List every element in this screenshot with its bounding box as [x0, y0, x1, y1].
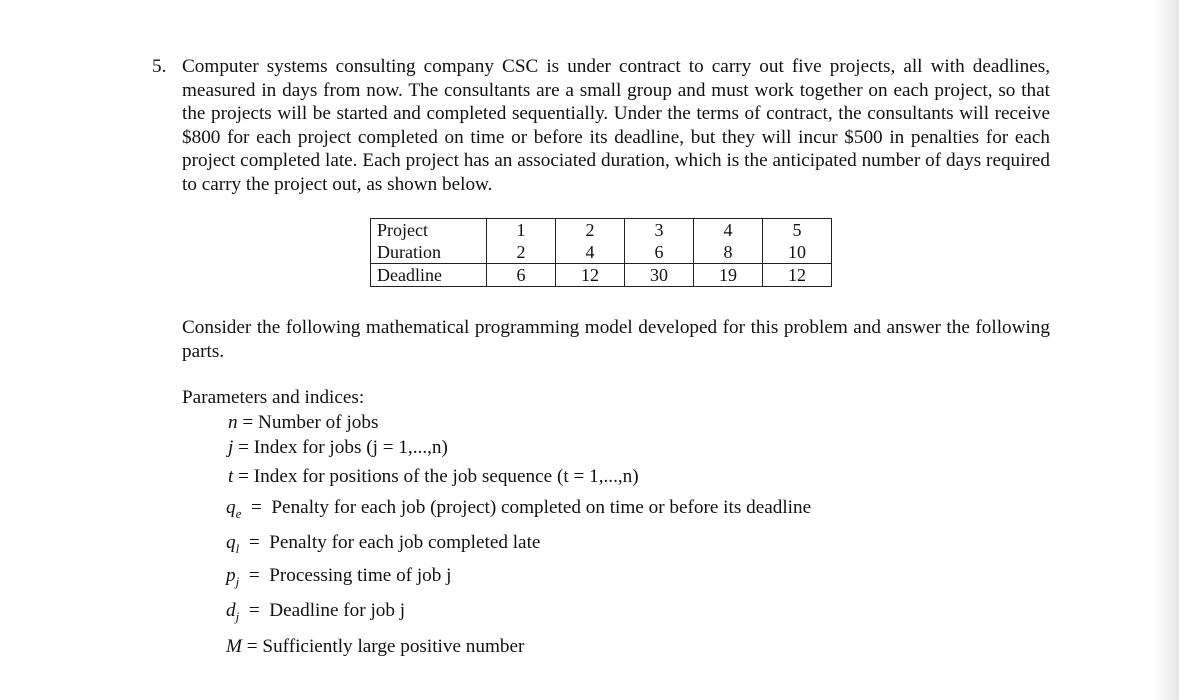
table-cell: 6	[487, 264, 556, 287]
parameters-title: Parameters and indices:	[182, 387, 365, 408]
table-cell: 10	[763, 241, 832, 264]
table-cell: 30	[625, 264, 694, 287]
row-label: Deadline	[371, 264, 487, 287]
param-j: j = Index for jobs (j = 1,...,n)	[228, 437, 448, 458]
table-cell: 2	[556, 219, 625, 242]
table-row	[371, 241, 832, 264]
table-cell: 6	[625, 241, 694, 264]
param-qe: $q_e$ = Penalty for each job (project) completed on time or before its deadline	[226, 497, 812, 521]
page-edge-shadow	[1153, 0, 1179, 700]
table-cell: 1	[487, 219, 556, 242]
problem-statement	[152, 55, 1050, 196]
param-dj: $d_j$ = Deadline for job j	[226, 600, 406, 624]
table-cell: 3	[625, 219, 694, 242]
problem-text: Computer systems consulting company CSC is under contract to carry out five projects, all with deadlines, measured in days from now. The consultants are a small group and must work together on each project, so that the projects will be started and completed sequentially. Under the terms of contract, the consultants will receive $800 for each project completed on time or before its deadline, but they will incur $500 in penalties for each project completed late. Each project has an associated duration, which is the anticipated number of days required to carry the project out, as shown below.	[182, 56, 1050, 195]
param-pj: $p_j$ = Processing time of job j	[226, 565, 452, 589]
table-cell: 12	[763, 264, 832, 287]
param-t: t = Index for positions of the job sequence (t = 1,...,n)	[228, 466, 639, 487]
table-row	[371, 264, 832, 287]
table-cell: 5	[763, 219, 832, 242]
row-label: Project	[371, 219, 487, 242]
project-table	[370, 218, 832, 287]
consider-paragraph: Consider the following mathematical programming model developed for this problem and answer the following parts.	[182, 317, 1050, 362]
row-label: Duration	[371, 241, 487, 264]
param-m: M = Sufficiently large positive number	[226, 636, 525, 657]
problem-number: 5.	[152, 56, 167, 77]
table-cell: 12	[556, 264, 625, 287]
table-cell: 4	[556, 241, 625, 264]
table-row	[371, 219, 832, 242]
table-cell: 4	[694, 219, 763, 242]
table-cell: 2	[487, 241, 556, 264]
table-cell: 19	[694, 264, 763, 287]
param-ql: $q_l$ = Penalty for each job completed late	[226, 532, 541, 556]
param-n: n = Number of jobs	[228, 412, 379, 433]
table-cell: 8	[694, 241, 763, 264]
